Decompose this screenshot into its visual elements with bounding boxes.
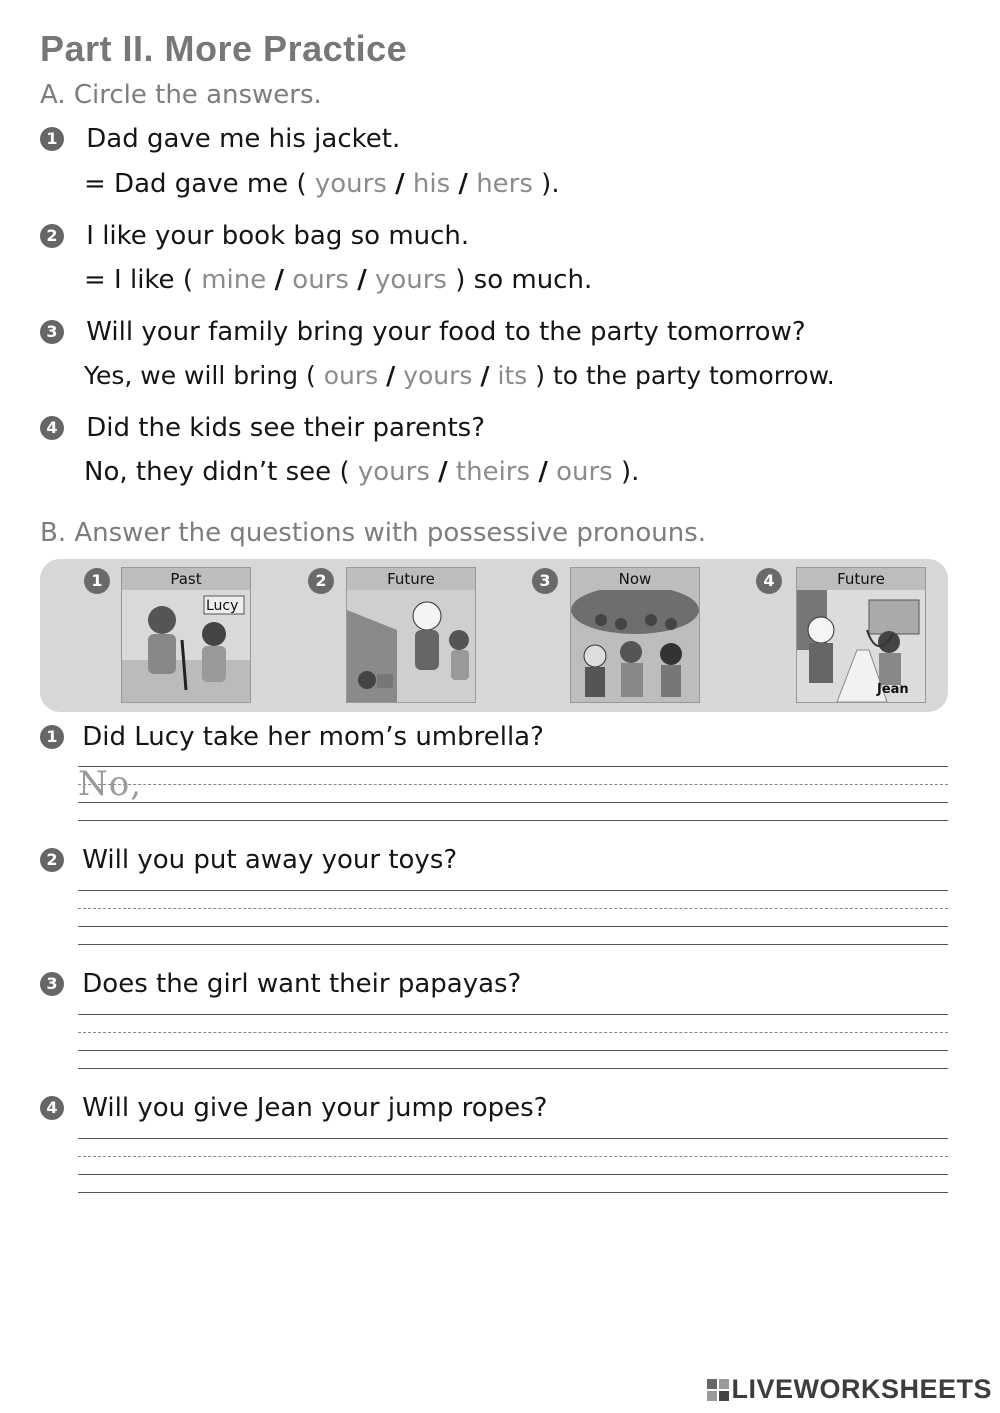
papaya-tree-illustration <box>571 590 699 702</box>
picture-1-number: 1 <box>84 568 110 594</box>
question-1: 1 Did Lucy take her mom’s umbrella? <box>40 722 544 752</box>
option-yours[interactable]: yours <box>314 169 387 199</box>
picture-3-label: Now <box>571 568 699 590</box>
item-4-choice-line: No, they didn’t see ( yours / theirs / ours ). <box>84 457 640 487</box>
question-3: 3 Does the girl want their papayas? <box>40 969 521 999</box>
logo-icon <box>707 1379 729 1401</box>
item-1-choice-line: = Dad gave me ( yours / his / hers ). <box>84 169 560 199</box>
option-ours[interactable]: ours <box>292 265 349 295</box>
item-2-choice-line: = I like ( mine / ours / yours ) so much. <box>84 265 593 295</box>
sample-answer: No, <box>78 764 143 804</box>
number-badge: 1 <box>40 725 64 749</box>
item-3-choice-line: Yes, we will bring ( ours / yours / its ) to the party tomorrow. <box>84 361 835 390</box>
picture-4-label: Future <box>797 568 925 590</box>
item-3-sentence: 3 Will your family bring your food to the party tomorrow? <box>40 317 806 347</box>
picture-1-label: Past <box>122 568 250 590</box>
question-4: 4 Will you give Jean your jump ropes? <box>40 1093 548 1123</box>
picture-4-number: 4 <box>756 568 782 594</box>
question-2: 2 Will you put away your toys? <box>40 845 457 875</box>
item-1-sentence: 1 Dad gave me his jacket. <box>40 124 400 154</box>
option-its[interactable]: its <box>497 361 528 390</box>
number-badge: 3 <box>40 320 64 344</box>
toys-scene-illustration <box>347 590 475 702</box>
number-badge: 4 <box>40 1096 64 1120</box>
picture-2 <box>346 567 476 703</box>
page-title: Part II. More Practice <box>40 28 408 69</box>
picture-3 <box>570 567 700 703</box>
option-yours[interactable]: yours <box>374 265 447 295</box>
option-ours[interactable]: ours <box>556 457 613 487</box>
picture-1-tag: Lucy <box>206 598 239 614</box>
picture-1 <box>121 567 251 703</box>
picture-4 <box>796 567 926 703</box>
number-badge: 3 <box>40 972 64 996</box>
option-mine[interactable]: mine <box>201 265 267 295</box>
picture-2-number: 2 <box>308 568 334 594</box>
item-2-sentence: 2 I like your book bag so much. <box>40 221 469 251</box>
option-his[interactable]: his <box>412 169 451 199</box>
number-badge: 2 <box>40 224 64 248</box>
answer-3-area[interactable] <box>78 1012 948 1070</box>
picture-2-label: Future <box>347 568 475 590</box>
picture-3-number: 3 <box>532 568 558 594</box>
option-theirs[interactable]: theirs <box>455 457 531 487</box>
liveworksheets-logo <box>707 1374 992 1405</box>
option-yours[interactable]: yours <box>357 457 430 487</box>
picture-4-tag: Jean <box>877 682 909 697</box>
number-badge: 4 <box>40 416 64 440</box>
option-yours[interactable]: yours <box>403 361 473 390</box>
answer-4-area[interactable] <box>78 1136 948 1194</box>
option-ours[interactable]: ours <box>323 361 379 390</box>
section-a-heading: A. Circle the answers. <box>40 80 322 110</box>
number-badge: 2 <box>40 848 64 872</box>
section-b-heading: B. Answer the questions with possessive pronouns. <box>40 518 707 548</box>
number-badge: 1 <box>40 127 64 151</box>
option-hers[interactable]: hers <box>476 169 533 199</box>
item-4-sentence: 4 Did the kids see their parents? <box>40 413 485 443</box>
answer-1-area[interactable] <box>78 764 948 822</box>
logo-text: LIVEWORKSHEETS <box>731 1374 992 1404</box>
answer-2-area[interactable] <box>78 888 948 946</box>
